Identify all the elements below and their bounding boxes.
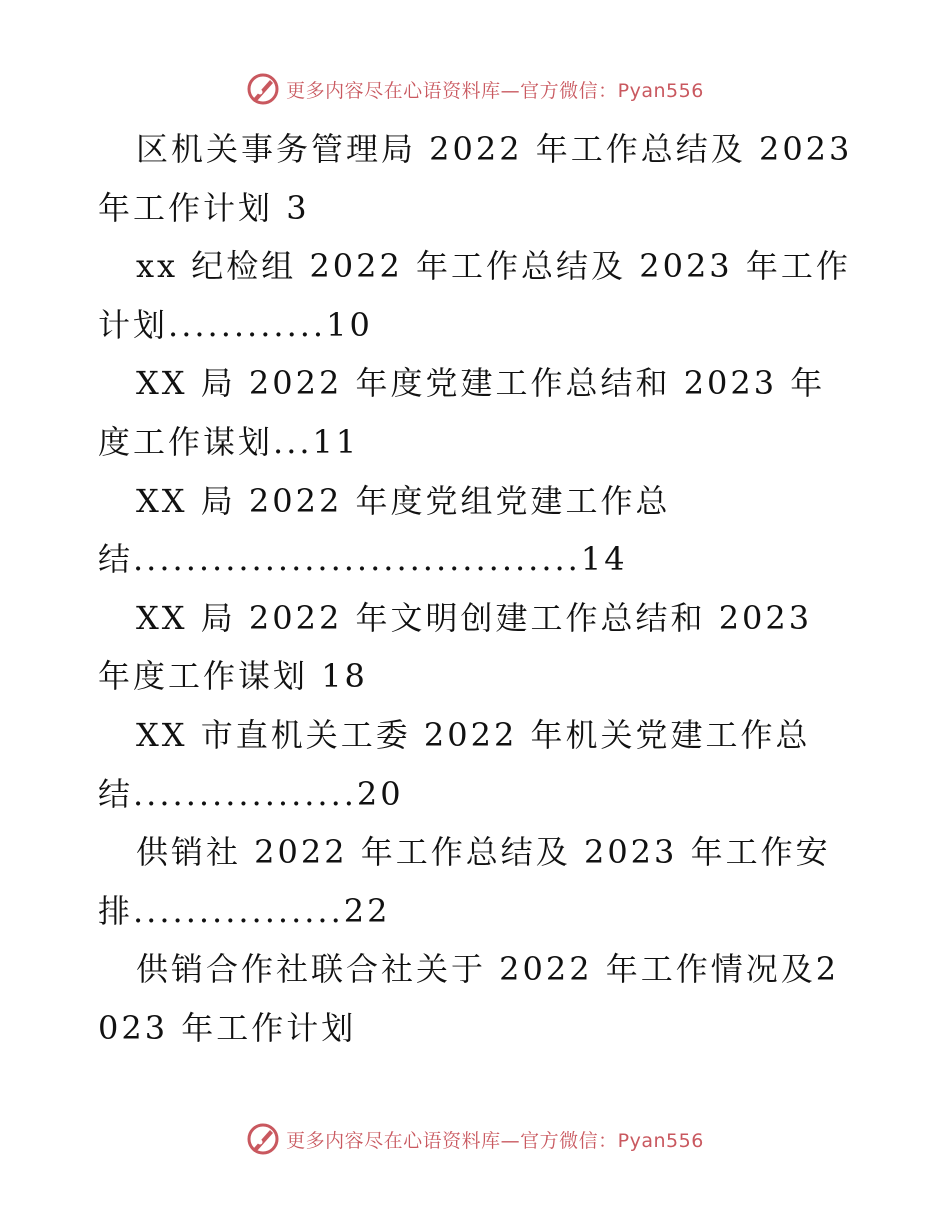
toc-entry[interactable]: [98, 354, 858, 471]
toc-entry-line: 作谋划...11: [168, 422, 360, 461]
toc-entry-line: 工作谋划 18: [168, 657, 368, 696]
toc-entry-line: XX 市直机关工委 2022 年机关党建工作总: [136, 715, 811, 754]
watermark-text: 更多内容尽在心语资料库—官方微信：Pyan556: [286, 1129, 704, 1152]
toc-entry[interactable]: [98, 472, 858, 589]
toc-entry-line: xx 纪检组 2022 年工作总结及 2023 年工作计: [98, 247, 851, 344]
toc-entry-line: 供销合作社联合社关于 2022 年工作情况及: [136, 950, 816, 989]
toc-entry[interactable]: [98, 706, 858, 823]
toc-entry-line: 结..................................14: [98, 540, 628, 579]
toc-entry-line: 工作计划 3: [133, 188, 310, 227]
header-watermark: [0, 72, 950, 106]
toc-entry[interactable]: [98, 120, 858, 237]
watermark-text: 更多内容尽在心语资料库—官方微信：Pyan556: [286, 79, 704, 102]
toc-entry-line: 2023 年工作计划: [98, 950, 840, 1047]
toc-entry-line: 区机关事务管理局 2022 年工作总结及 2023 年: [98, 130, 853, 227]
pen-logo-icon: [246, 72, 280, 106]
toc-entry-line: XX 局 2022 年文明创建工作总结和 2023 年度: [98, 598, 813, 696]
toc-entry-line: 结.................20: [98, 774, 404, 813]
toc-entry-line: 划............10: [133, 305, 373, 344]
toc-entry-line: 供销社 2022 年工作总结及 2023 年工作安: [136, 833, 831, 872]
footer-watermark: [0, 1122, 950, 1156]
toc-entry-line: 排................22: [98, 891, 391, 930]
toc-entry[interactable]: [98, 823, 858, 940]
toc-entry-line: XX 局 2022 年度党组党建工作总: [136, 481, 671, 520]
toc-list: [98, 120, 858, 1058]
toc-entry[interactable]: [98, 940, 858, 1057]
toc-entry-line: XX 局 2022 年度党建工作总结和 2023 年度工: [98, 364, 826, 461]
toc-entry[interactable]: [98, 237, 858, 354]
pen-logo-icon: [246, 1122, 280, 1156]
toc-entry[interactable]: [98, 589, 858, 706]
